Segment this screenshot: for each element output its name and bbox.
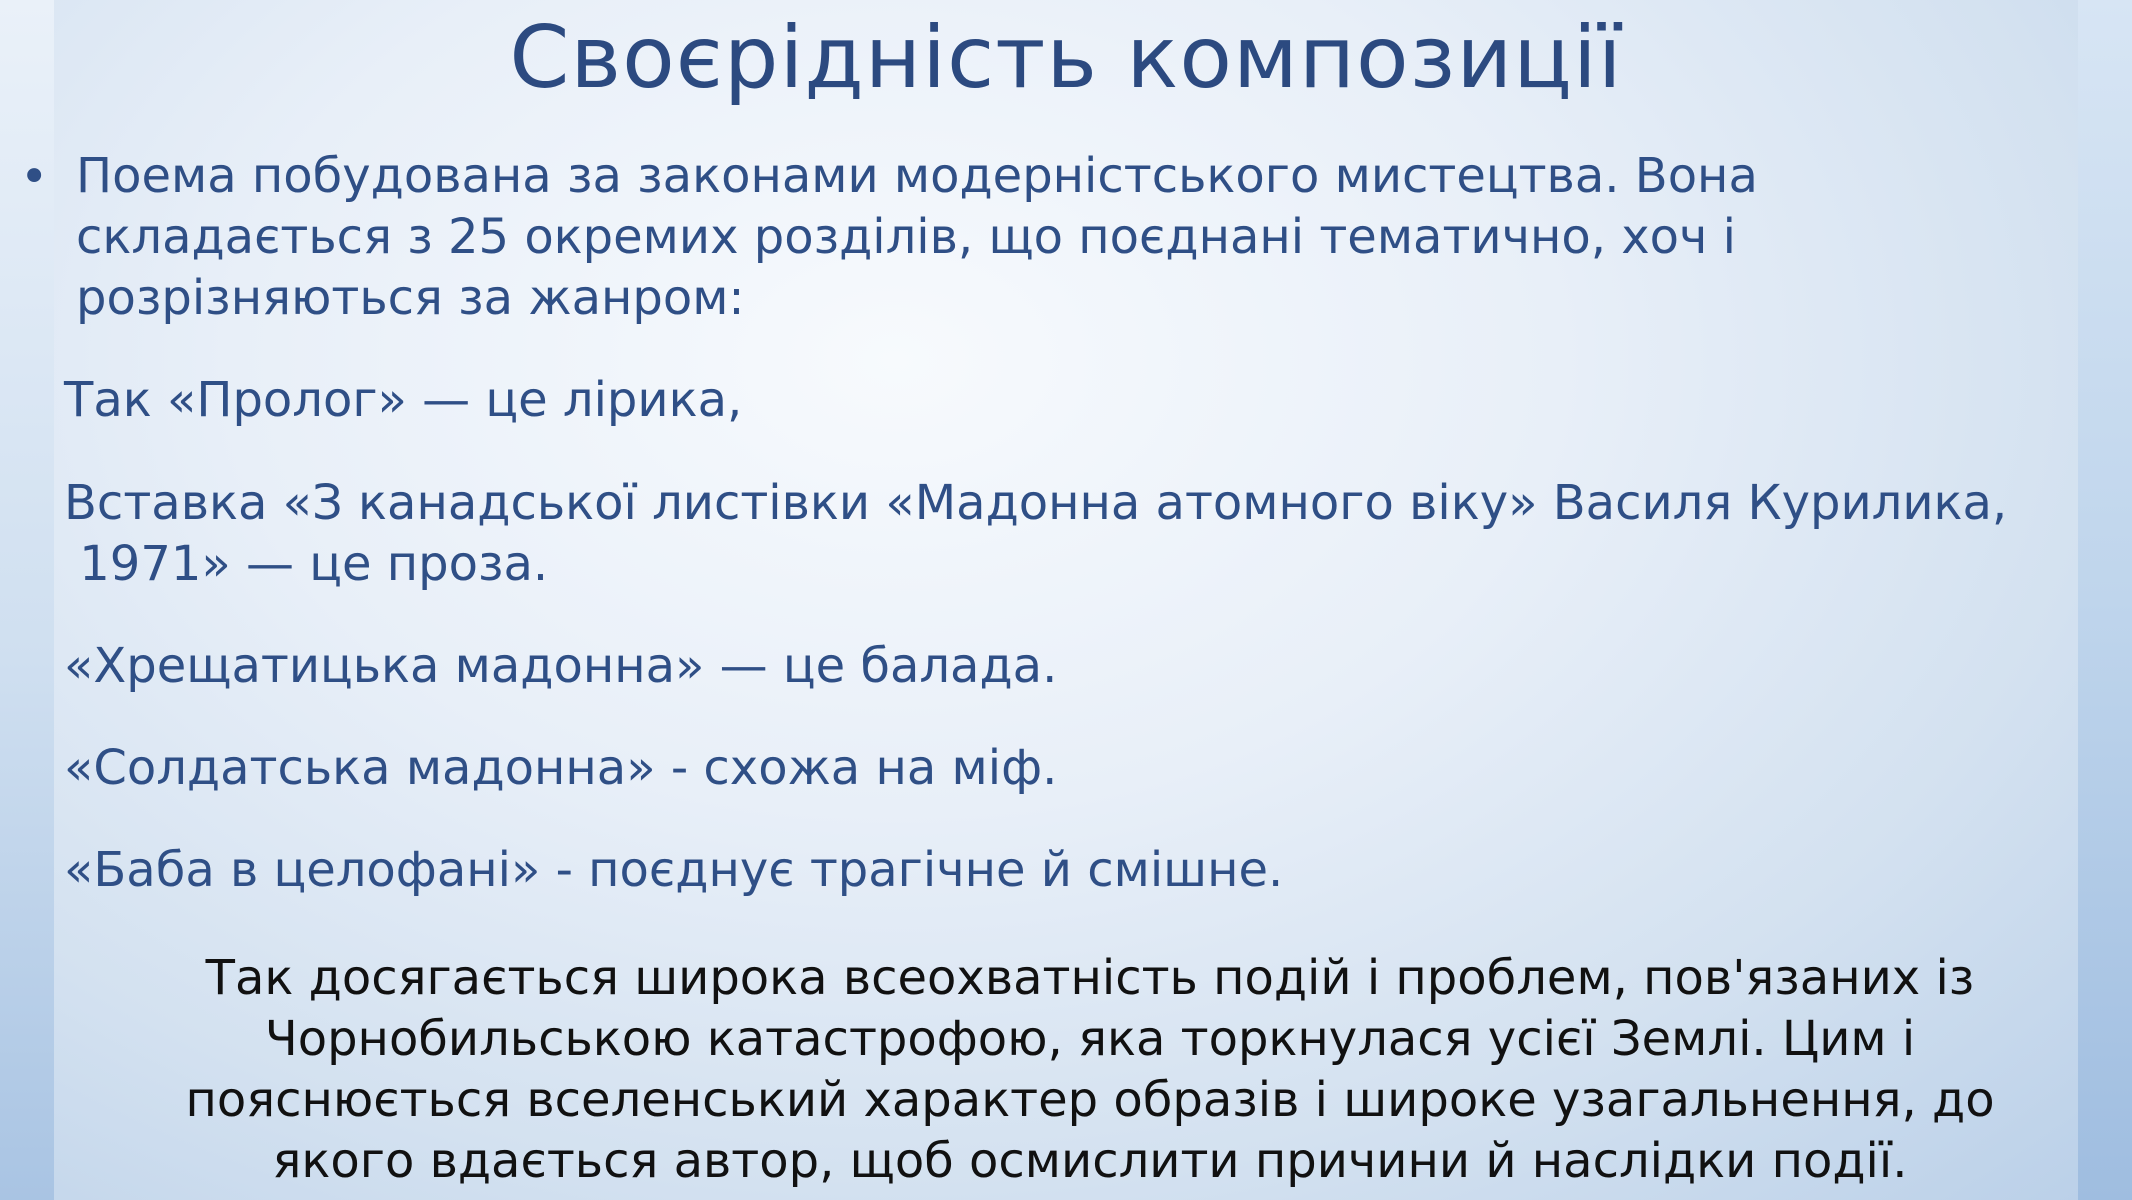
right-gradient-band [2078,0,2132,1200]
bullet-item [20,146,2040,329]
conclusion-line: Так досягається широка всеохватність подій і проблем, пов'язаних із [205,950,1975,1006]
slide-title: Своєрідність композиції [509,8,1623,108]
genre-line-prolog: Так «Пролог» — це лірика, [64,372,743,428]
genre-line-insert-continued: 1971» — це проза. [64,536,549,592]
conclusion-line: якого вдається автор, щоб осмислити причини й наслідки події. [272,1133,1908,1189]
conclusion-line: Чорнобильською катастрофою, яка торкнулася усієї Землі. Цим і [264,1011,1916,1067]
genre-line-soldier: «Солдатська мадонна» - схожа на міф. [64,740,1058,796]
conclusion-line: пояснюється вселенський характер образів і широке узагальнення, до [185,1072,1995,1128]
bullet-text: Поема побудована за законами модерністського мистецтва. Вона складається з 25 окремих розділів, що поєднані тематично, хоч і розрізняються за жанром: [76,148,1758,326]
genre-line-khreshchatyk: «Хрещатицька мадонна» — це балада. [64,638,1058,694]
conclusion-paragraph [130,948,2050,1192]
genre-line-insert: Вставка «З канадської листівки «Мадонна атомного віку» Василя Курилика, [64,475,2008,531]
bullet-marker-icon: • [20,149,49,205]
genre-line-baba: «Баба в целофані» - поєднує трагічне й смішне. [64,842,1284,898]
